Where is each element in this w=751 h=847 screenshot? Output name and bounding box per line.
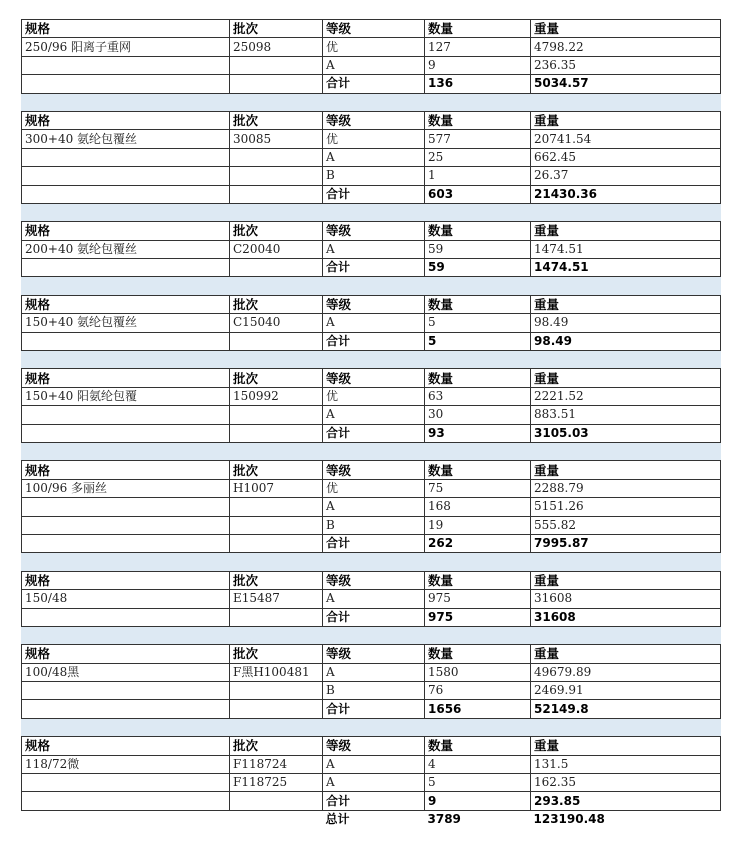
spec-cell: 200+40 氨纶包覆丝 <box>22 240 230 258</box>
separator-cell <box>425 718 531 736</box>
header-batch: 批次 <box>230 737 323 755</box>
weight-cell: 26.37 <box>531 167 721 185</box>
subtotal-blank <box>230 534 323 552</box>
data-row <box>22 498 721 516</box>
grade-cell: A <box>323 148 425 166</box>
weight-cell: 98.49 <box>531 314 721 332</box>
subtotal-blank <box>22 534 230 552</box>
grade-cell: A <box>323 406 425 424</box>
subtotal-blank <box>230 259 323 277</box>
grade-cell: 优 <box>323 130 425 148</box>
header-spec: 规格 <box>22 645 230 663</box>
batch-cell: F118725 <box>230 774 323 792</box>
header-weight: 重量 <box>531 645 721 663</box>
weight-cell: 2288.79 <box>531 479 721 497</box>
grand-total-weight: 123190.48 <box>533 811 605 826</box>
weight-cell: 1474.51 <box>531 240 721 258</box>
header-weight: 重量 <box>531 461 721 479</box>
weight-cell: 20741.54 <box>531 130 721 148</box>
header-grade: 等级 <box>323 20 425 38</box>
subtotal-label: 合计 <box>323 332 425 350</box>
spec-cell: 150+40 阳氨纶包覆 <box>22 387 230 405</box>
header-batch: 批次 <box>230 645 323 663</box>
qty-cell: 9 <box>425 56 531 74</box>
grade-cell: B <box>323 516 425 534</box>
subtotal-weight: 5034.57 <box>531 75 721 93</box>
spec-cell <box>22 498 230 516</box>
header-qty: 数量 <box>425 369 531 387</box>
header-spec: 规格 <box>22 571 230 589</box>
subtotal-weight: 52149.8 <box>531 700 721 718</box>
subtotal-qty: 93 <box>425 424 531 442</box>
header-weight: 重量 <box>531 20 721 38</box>
header-grade: 等级 <box>323 111 425 129</box>
subtotal-qty: 136 <box>425 75 531 93</box>
subtotal-blank <box>22 332 230 350</box>
separator-cell <box>425 553 531 571</box>
separator-cell <box>531 277 721 295</box>
header-qty: 数量 <box>425 295 531 313</box>
subtotal-qty: 262 <box>425 534 531 552</box>
grade-cell: 优 <box>323 387 425 405</box>
weight-cell: 555.82 <box>531 516 721 534</box>
subtotal-row <box>22 259 721 277</box>
data-row <box>22 755 721 773</box>
spec-cell <box>22 406 230 424</box>
subtotal-blank <box>22 608 230 626</box>
data-row <box>22 167 721 185</box>
group-separator <box>22 718 721 736</box>
subtotal-weight: 31608 <box>531 608 721 626</box>
data-row <box>22 774 721 792</box>
header-qty: 数量 <box>425 461 531 479</box>
subtotal-blank <box>230 75 323 93</box>
separator-cell <box>22 203 230 221</box>
header-grade: 等级 <box>323 369 425 387</box>
weight-cell: 5151.26 <box>531 498 721 516</box>
header-weight: 重量 <box>531 111 721 129</box>
qty-cell: 577 <box>425 130 531 148</box>
separator-cell <box>22 718 230 736</box>
header-grade: 等级 <box>323 645 425 663</box>
subtotal-label: 合计 <box>323 792 425 810</box>
separator-cell <box>531 351 721 369</box>
batch-cell: C20040 <box>230 240 323 258</box>
separator-cell <box>230 442 323 460</box>
header-batch: 批次 <box>230 222 323 240</box>
batch-cell <box>230 56 323 74</box>
qty-cell: 168 <box>425 498 531 516</box>
subtotal-weight: 293.85 <box>531 792 721 810</box>
data-row <box>22 240 721 258</box>
spec-cell <box>22 56 230 74</box>
qty-cell: 127 <box>425 38 531 56</box>
qty-cell: 5 <box>425 774 531 792</box>
data-row <box>22 314 721 332</box>
group-separator <box>22 626 721 644</box>
qty-cell: 4 <box>425 755 531 773</box>
separator-cell <box>323 93 425 111</box>
grade-cell: A <box>323 498 425 516</box>
inventory-table-body <box>22 20 721 829</box>
header-grade: 等级 <box>323 461 425 479</box>
subtotal-blank <box>230 700 323 718</box>
header-weight: 重量 <box>531 571 721 589</box>
batch-cell <box>230 167 323 185</box>
spec-cell <box>22 167 230 185</box>
group-header-row <box>22 20 721 38</box>
header-grade: 等级 <box>323 737 425 755</box>
spec-cell: 118/72微 <box>22 755 230 773</box>
subtotal-qty: 5 <box>425 332 531 350</box>
separator-cell <box>531 203 721 221</box>
qty-cell: 5 <box>425 314 531 332</box>
batch-cell: E15487 <box>230 590 323 608</box>
spec-cell <box>22 774 230 792</box>
grade-cell: A <box>323 663 425 681</box>
grade-cell: 优 <box>323 479 425 497</box>
data-row <box>22 56 721 74</box>
subtotal-weight: 98.49 <box>531 332 721 350</box>
data-row <box>22 682 721 700</box>
subtotal-weight: 1474.51 <box>531 259 721 277</box>
header-batch: 批次 <box>230 369 323 387</box>
spec-cell: 100/48黑 <box>22 663 230 681</box>
separator-cell <box>323 553 425 571</box>
header-spec: 规格 <box>22 111 230 129</box>
weight-cell: 236.35 <box>531 56 721 74</box>
subtotal-row <box>22 185 721 203</box>
header-grade: 等级 <box>323 295 425 313</box>
subtotal-blank <box>230 424 323 442</box>
grade-cell: A <box>323 240 425 258</box>
qty-cell: 76 <box>425 682 531 700</box>
qty-cell: 1580 <box>425 663 531 681</box>
separator-cell <box>230 553 323 571</box>
subtotal-label: 合计 <box>323 185 425 203</box>
subtotal-blank <box>22 792 230 810</box>
subtotal-qty: 603 <box>425 185 531 203</box>
batch-cell <box>230 498 323 516</box>
subtotal-row <box>22 534 721 552</box>
data-row <box>22 130 721 148</box>
data-row <box>22 406 721 424</box>
subtotal-blank <box>230 332 323 350</box>
separator-cell <box>22 553 230 571</box>
separator-cell <box>323 442 425 460</box>
separator-cell <box>531 626 721 644</box>
spec-cell: 100/96 多丽丝 <box>22 479 230 497</box>
separator-cell <box>22 351 230 369</box>
header-spec: 规格 <box>22 369 230 387</box>
header-batch: 批次 <box>230 461 323 479</box>
qty-cell: 19 <box>425 516 531 534</box>
subtotal-label: 合计 <box>323 259 425 277</box>
subtotal-qty: 9 <box>425 792 531 810</box>
grade-cell: A <box>323 314 425 332</box>
grand-total-blank <box>230 810 323 828</box>
qty-cell: 59 <box>425 240 531 258</box>
separator-cell <box>323 203 425 221</box>
subtotal-qty: 1656 <box>425 700 531 718</box>
separator-cell <box>230 93 323 111</box>
batch-cell: 25098 <box>230 38 323 56</box>
qty-cell: 1 <box>425 167 531 185</box>
subtotal-blank <box>22 259 230 277</box>
separator-cell <box>230 718 323 736</box>
weight-cell: 49679.89 <box>531 663 721 681</box>
data-row <box>22 663 721 681</box>
header-spec: 规格 <box>22 295 230 313</box>
grand-total-row <box>22 810 721 828</box>
subtotal-weight: 7995.87 <box>531 534 721 552</box>
group-separator <box>22 442 721 460</box>
grade-cell: A <box>323 56 425 74</box>
batch-cell: C15040 <box>230 314 323 332</box>
batch-cell <box>230 406 323 424</box>
data-row <box>22 516 721 534</box>
weight-cell: 162.35 <box>531 774 721 792</box>
separator-cell <box>22 93 230 111</box>
header-spec: 规格 <box>22 20 230 38</box>
header-qty: 数量 <box>425 111 531 129</box>
separator-cell <box>22 626 230 644</box>
batch-cell <box>230 148 323 166</box>
batch-cell: F118724 <box>230 755 323 773</box>
subtotal-blank <box>230 792 323 810</box>
header-qty: 数量 <box>425 571 531 589</box>
subtotal-label: 合计 <box>323 534 425 552</box>
subtotal-weight: 3105.03 <box>531 424 721 442</box>
group-separator <box>22 553 721 571</box>
separator-cell <box>425 626 531 644</box>
grade-cell: 优 <box>323 38 425 56</box>
separator-cell <box>323 626 425 644</box>
separator-cell <box>425 442 531 460</box>
header-grade: 等级 <box>323 222 425 240</box>
header-qty: 数量 <box>425 20 531 38</box>
subtotal-blank <box>230 185 323 203</box>
spec-cell <box>22 516 230 534</box>
header-batch: 批次 <box>230 111 323 129</box>
group-header-row <box>22 461 721 479</box>
group-separator <box>22 351 721 369</box>
group-header-row <box>22 295 721 313</box>
spec-cell: 300+40 氨纶包覆丝 <box>22 130 230 148</box>
subtotal-blank <box>230 608 323 626</box>
subtotal-row <box>22 700 721 718</box>
subtotal-blank <box>22 700 230 718</box>
header-spec: 规格 <box>22 222 230 240</box>
subtotal-qty: 975 <box>425 608 531 626</box>
separator-cell <box>531 718 721 736</box>
group-separator <box>22 277 721 295</box>
grade-cell: B <box>323 682 425 700</box>
header-qty: 数量 <box>425 737 531 755</box>
data-row <box>22 590 721 608</box>
separator-cell <box>425 93 531 111</box>
batch-cell <box>230 682 323 700</box>
inventory-sheet <box>21 19 721 828</box>
data-row <box>22 38 721 56</box>
group-separator <box>22 203 721 221</box>
subtotal-label: 合计 <box>323 75 425 93</box>
grade-cell: B <box>323 167 425 185</box>
group-separator <box>22 93 721 111</box>
group-header-row <box>22 571 721 589</box>
separator-cell <box>425 351 531 369</box>
separator-cell <box>425 203 531 221</box>
spec-cell <box>22 148 230 166</box>
subtotal-label: 合计 <box>323 424 425 442</box>
grade-cell: A <box>323 774 425 792</box>
group-header-row <box>22 222 721 240</box>
header-batch: 批次 <box>230 571 323 589</box>
header-grade: 等级 <box>323 571 425 589</box>
group-header-row <box>22 111 721 129</box>
header-batch: 批次 <box>230 20 323 38</box>
separator-cell <box>531 553 721 571</box>
spec-cell: 250/96 阳离子重网 <box>22 38 230 56</box>
subtotal-blank <box>22 185 230 203</box>
separator-cell <box>22 442 230 460</box>
inventory-table <box>21 19 721 828</box>
header-qty: 数量 <box>425 222 531 240</box>
separator-cell <box>230 351 323 369</box>
subtotal-row <box>22 75 721 93</box>
separator-cell <box>230 203 323 221</box>
separator-cell <box>323 351 425 369</box>
qty-cell: 75 <box>425 479 531 497</box>
separator-cell <box>425 277 531 295</box>
subtotal-label: 合计 <box>323 700 425 718</box>
grand-total-qty: 3789 <box>427 811 461 826</box>
subtotal-row <box>22 424 721 442</box>
weight-cell: 662.45 <box>531 148 721 166</box>
grand-total-label: 总计 <box>325 811 350 826</box>
batch-cell: 150992 <box>230 387 323 405</box>
subtotal-row <box>22 792 721 810</box>
batch-cell <box>230 516 323 534</box>
subtotal-row <box>22 332 721 350</box>
group-header-row <box>22 369 721 387</box>
qty-cell: 30 <box>425 406 531 424</box>
spec-cell <box>22 682 230 700</box>
group-header-row <box>22 645 721 663</box>
header-spec: 规格 <box>22 461 230 479</box>
weight-cell: 2221.52 <box>531 387 721 405</box>
weight-cell: 883.51 <box>531 406 721 424</box>
data-row <box>22 479 721 497</box>
separator-cell <box>22 277 230 295</box>
weight-cell: 31608 <box>531 590 721 608</box>
subtotal-row <box>22 608 721 626</box>
separator-cell <box>531 442 721 460</box>
qty-cell: 975 <box>425 590 531 608</box>
separator-cell <box>230 626 323 644</box>
group-header-row <box>22 737 721 755</box>
header-weight: 重量 <box>531 737 721 755</box>
separator-cell <box>323 718 425 736</box>
separator-cell <box>531 93 721 111</box>
spec-cell: 150/48 <box>22 590 230 608</box>
grand-total-blank <box>22 810 230 828</box>
subtotal-weight: 21430.36 <box>531 185 721 203</box>
header-weight: 重量 <box>531 295 721 313</box>
subtotal-blank <box>22 424 230 442</box>
qty-cell: 63 <box>425 387 531 405</box>
separator-cell <box>323 277 425 295</box>
weight-cell: 2469.91 <box>531 682 721 700</box>
separator-cell <box>230 277 323 295</box>
header-batch: 批次 <box>230 295 323 313</box>
grade-cell: A <box>323 755 425 773</box>
header-qty: 数量 <box>425 645 531 663</box>
weight-cell: 4798.22 <box>531 38 721 56</box>
subtotal-label: 合计 <box>323 608 425 626</box>
batch-cell: 30085 <box>230 130 323 148</box>
subtotal-qty: 59 <box>425 259 531 277</box>
data-row <box>22 148 721 166</box>
data-row <box>22 387 721 405</box>
batch-cell: F黑H100481 <box>230 663 323 681</box>
grade-cell: A <box>323 590 425 608</box>
batch-cell: H1007 <box>230 479 323 497</box>
subtotal-blank <box>22 75 230 93</box>
header-spec: 规格 <box>22 737 230 755</box>
header-weight: 重量 <box>531 222 721 240</box>
weight-cell: 131.5 <box>531 755 721 773</box>
qty-cell: 25 <box>425 148 531 166</box>
spec-cell: 150+40 氨纶包覆丝 <box>22 314 230 332</box>
header-weight: 重量 <box>531 369 721 387</box>
